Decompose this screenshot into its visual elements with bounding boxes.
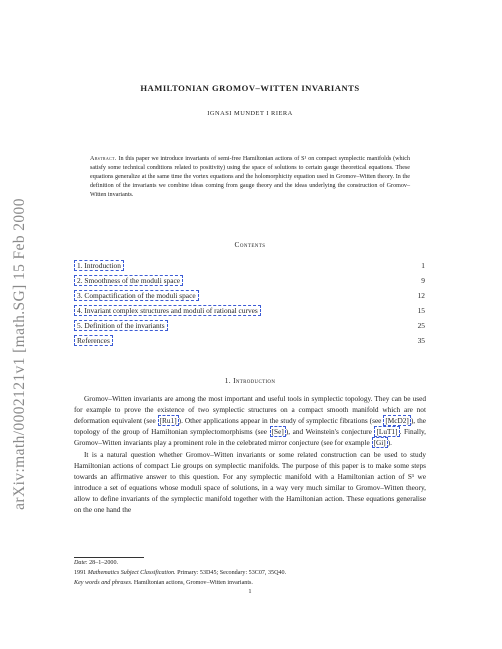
toc-page-number: 35 xyxy=(417,336,425,346)
abstract xyxy=(90,155,410,200)
toc-link[interactable]: 4. Invariant complex structures and moduli of rational curves xyxy=(74,305,261,316)
toc-link[interactable]: 5. Definition of the invariants xyxy=(74,320,168,331)
section-title: Introduction xyxy=(233,376,276,385)
page-number: 1 xyxy=(248,588,252,595)
section-heading xyxy=(74,376,426,385)
toc-page-number: 15 xyxy=(417,306,425,316)
toc-item[interactable] xyxy=(74,318,426,333)
abstract-text: In this paper we introduce invariants of semi-free Hamiltonian actions of S¹ on compact symplectic manifolds (which satisfy some technical conditions related to positivity) using the space of solutions to certain gauge theoretical equations. These equations generalize at the same time the vortex equations and the holomorphicity equation used in Gromov–Witten theory. In the definition of the invariants we combine ideas coming from gauge theory and the ideas underlying the construction of Gromov–Witten invariants. xyxy=(90,156,410,198)
toc-link[interactable]: 2. Smoothness of the moduli space xyxy=(74,275,183,286)
toc-item[interactable] xyxy=(74,258,426,273)
footnote-msc: 1991 Mathematics Subject Classification. Primary: 53D45; Secondary: 53C07, 35Q40. xyxy=(74,569,287,576)
footnote-date: Date: 28–1–2000. xyxy=(74,560,119,566)
body-text xyxy=(74,393,426,516)
toc-page-number: 1 xyxy=(421,261,425,270)
toc-link[interactable]: 1. Introduction xyxy=(74,260,124,271)
paper-author: IGNASI MUNDET I RIERA xyxy=(207,110,293,117)
toc-item[interactable] xyxy=(74,333,426,348)
toc-item[interactable] xyxy=(74,288,426,303)
footnote-keywords: Key words and phrases. Hamiltonian actions, Gromov–Witten invariants. xyxy=(74,579,253,586)
toc-link[interactable]: 3. Compactification of the moduli space xyxy=(74,290,199,301)
toc-page-number: 25 xyxy=(417,321,425,331)
paragraph: It is a natural question whether Gromov–Witten invariants or some related construction can be used to study Hamiltonian actions of compact Lie groups on symplectic manifolds. The purpose of this paper is to make some steps towards an affirmative answer to this question. For any symplectic manifold with a Hamiltonian action of S¹ we introduce a set of equations whose moduli space of solutions, in a way very much similar to Gromov–Witten theory, allow to define invariants of the symplectic manifold together with the Hamiltonian action. These equations generalise on the one hand the xyxy=(74,449,426,515)
section-number: 1. xyxy=(224,376,234,385)
citation-link[interactable]: [Se] xyxy=(271,427,284,437)
footnote-divider xyxy=(74,557,144,558)
citation-link[interactable]: [McD2] xyxy=(385,416,409,426)
toc-item[interactable] xyxy=(74,273,426,288)
abstract-label: Abstract. xyxy=(90,156,117,162)
toc-item[interactable] xyxy=(74,303,426,318)
arxiv-identifier xyxy=(2,134,38,574)
toc-page-number: 9 xyxy=(421,276,425,286)
toc-link[interactable]: References xyxy=(74,335,113,346)
citation-link[interactable]: [Ru1] xyxy=(159,416,177,426)
paper-title: HAMILTONIAN GROMOV–WITTEN INVARIANTS xyxy=(140,83,360,93)
toc-page-number: 12 xyxy=(417,291,425,301)
paragraph: Gromov–Witten invariants are among the most important and useful tools in symplectic topology. They can be used for example to prove the existence of two symplectic structures on a compact smooth manifold which are not deformation equivalent (see [Ru1] ). Other applications appear in the study of symplectic fibrations (see [McD2] ), the topology of the group of Hamiltonian symplectomorphisms (see [Se] ), and Weinstein's conjecture [LuT1] . Finally, Gromov–Witten invariants play a prominent role in the celebrated mirror conjecture (see for example [Gi] ). xyxy=(74,394,426,448)
arxiv-identifier-text: arXiv:math/0002121v1 [math.SG] 15 Feb 2000 xyxy=(11,198,29,510)
footnotes xyxy=(74,559,426,588)
citation-link[interactable]: [Gi] xyxy=(373,438,386,448)
citation-link[interactable]: [LuT1] xyxy=(376,427,398,437)
table-of-contents xyxy=(74,258,426,349)
contents-heading: Contents xyxy=(234,240,266,249)
